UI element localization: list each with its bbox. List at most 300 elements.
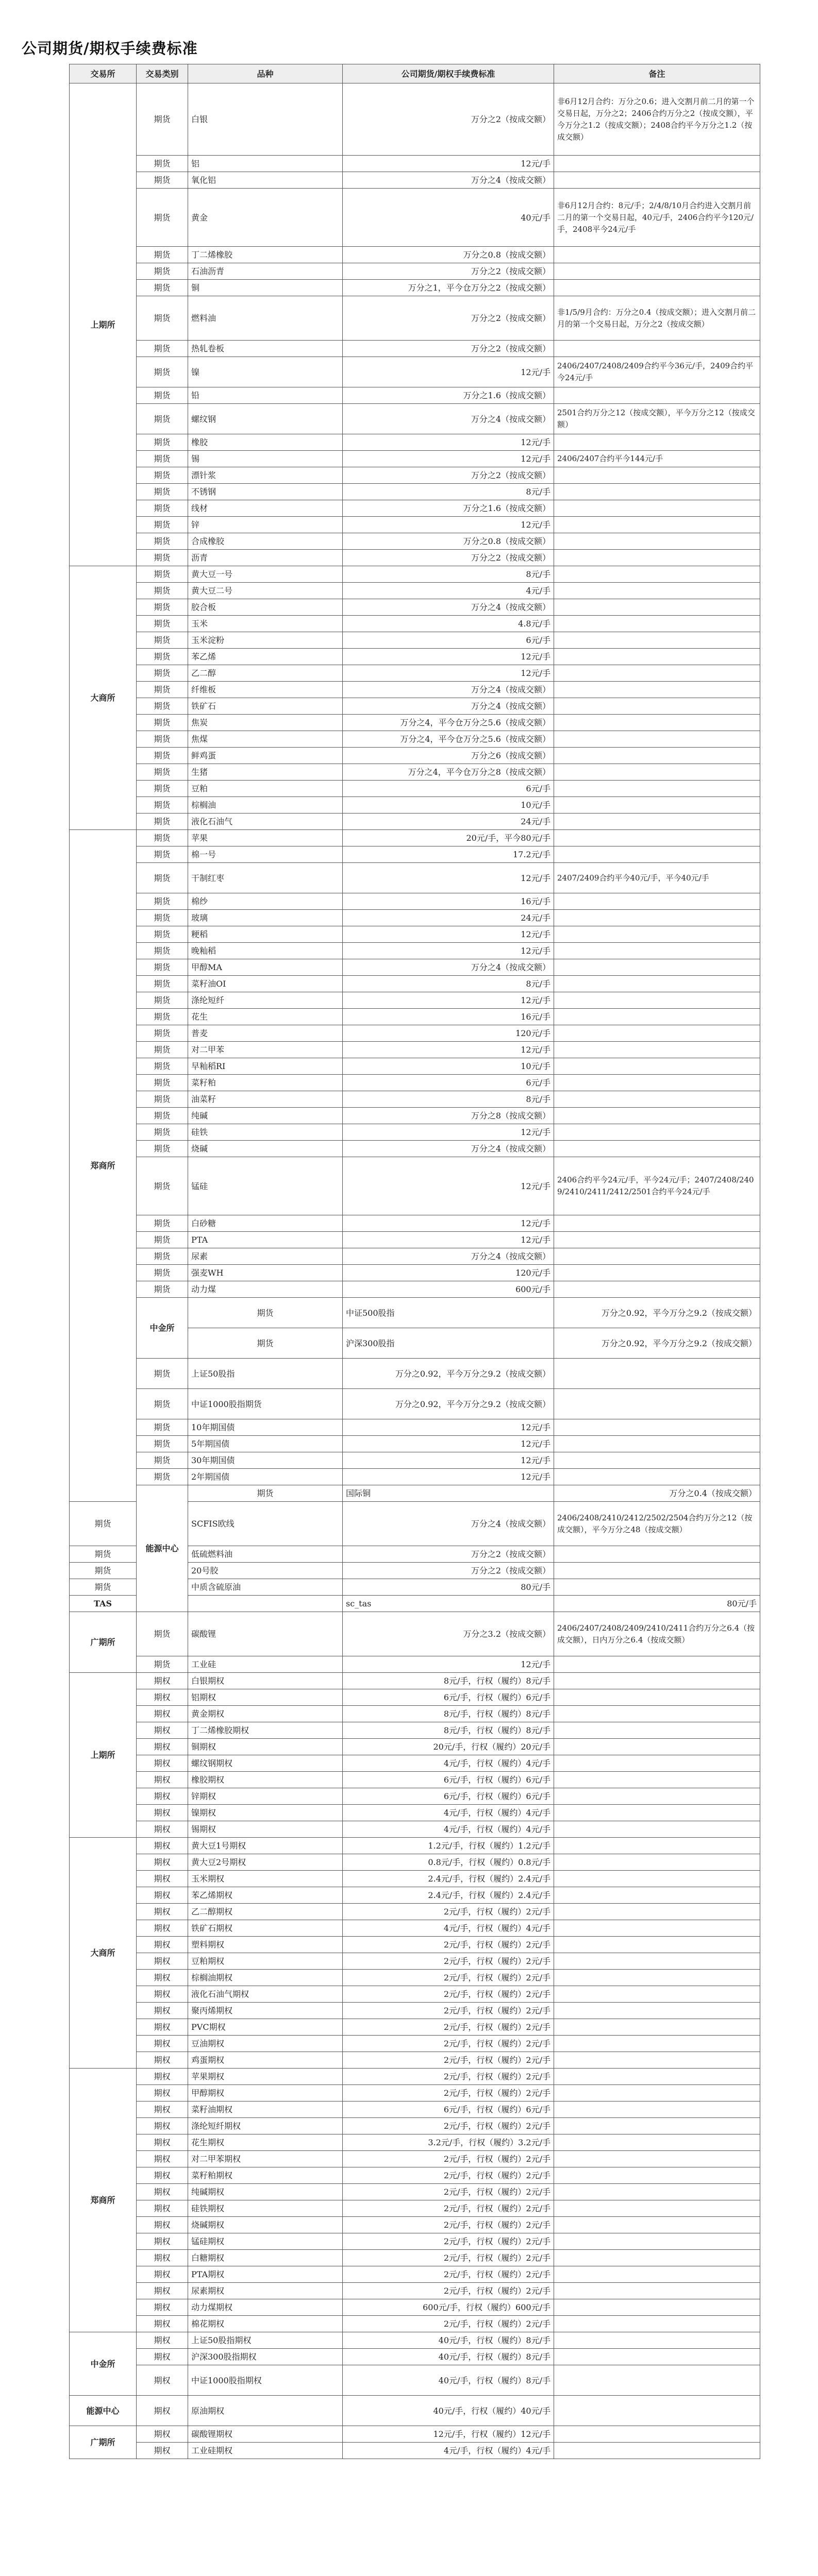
- cell-remark: [554, 1722, 760, 1739]
- cell-product: 30年期国债: [188, 1452, 343, 1469]
- cell-product: 乙二醇期权: [188, 1904, 343, 1920]
- cell-remark: [554, 533, 760, 550]
- cell-remark: [554, 846, 760, 863]
- cell-fee-standard: 万分之3.2（按成交额）: [343, 1612, 554, 1656]
- cell-remark: 非6月12月合约：万分之0.6；进入交割月前二月的第一个交易日起，万分之2；2406合约万分之2（按成交额），平今万分之1.2（按成交额）；2408合约平今万分之1.2（按成交额）: [554, 83, 760, 156]
- cell-fee-standard: 600元/手，行权（履约）600元/手: [343, 2299, 554, 2316]
- cell-fee-standard: 2元/手，行权（履约）2元/手: [343, 2019, 554, 2036]
- cell-trade-type: 期货: [137, 533, 188, 550]
- cell-remark: 非6月12月合约：8元/手；2/4/8/10月合约进入交割月前二月的第一个交易日起，40元/手，2406合约平今120元/手，2408平今24元/手: [554, 189, 760, 247]
- table-row: [70, 1389, 760, 1419]
- cell-fee-standard: 12元/手，行权（履约）12元/手: [343, 2426, 554, 2443]
- table-row: [70, 1920, 760, 1937]
- cell-trade-type: 期货: [137, 296, 188, 341]
- cell-exchange: 广期所: [70, 1612, 137, 1673]
- cell-product: 纯碱期权: [188, 2184, 343, 2200]
- cell-remark: [554, 2332, 760, 2349]
- cell-exchange: 大商所: [70, 566, 137, 830]
- cell-trade-type: 期货: [137, 189, 188, 247]
- cell-product: 白糖期权: [188, 2250, 343, 2266]
- table-row: [70, 1419, 760, 1436]
- cell-fee-standard: 40元/手，行权（履约）8元/手: [343, 2349, 554, 2365]
- cell-remark: [554, 172, 760, 189]
- cell-fee-standard: 6元/手: [343, 781, 554, 797]
- cell-trade-type: 期货: [137, 280, 188, 296]
- cell-remark: [554, 1359, 760, 1389]
- cell-trade-type: 期权: [137, 1838, 188, 1854]
- cell-fee-standard: 万分之2（按成交额）: [343, 83, 554, 156]
- table-row: [70, 926, 760, 943]
- cell-trade-type: 期权: [137, 1970, 188, 1986]
- cell-trade-type: 期货: [137, 1452, 188, 1469]
- cell-product: 橡胶期权: [188, 1772, 343, 1788]
- table-row: [70, 1298, 760, 1328]
- cell-fee-standard: 6元/手，行权（履约）6元/手: [343, 1788, 554, 1805]
- cell-fee-standard: 万分之4（按成交额）: [343, 1502, 554, 1546]
- cell-remark: [554, 910, 760, 926]
- cell-product: 干制红枣: [188, 863, 343, 893]
- cell-remark: [554, 1986, 760, 2003]
- cell-trade-type: 期货: [70, 1579, 137, 1596]
- cell-remark: [554, 500, 760, 517]
- table-row: [70, 959, 760, 976]
- cell-remark: [554, 2250, 760, 2266]
- cell-trade-type: 期权: [137, 2134, 188, 2151]
- cell-remark: [554, 2118, 760, 2134]
- cell-fee-standard: 1.2元/手，行权（履约）1.2元/手: [343, 1838, 554, 1854]
- cell-trade-type: 期权: [137, 2036, 188, 2052]
- table-row: [70, 2250, 760, 2266]
- cell-trade-type: 期权: [137, 2085, 188, 2102]
- cell-trade-type: 期货: [137, 992, 188, 1009]
- table-row: [70, 781, 760, 797]
- cell-remark: [554, 263, 760, 280]
- cell-fee-standard: 12元/手: [343, 926, 554, 943]
- cell-fee-standard: 2元/手，行权（履约）2元/手: [343, 1986, 554, 2003]
- cell-exchange: 郑商所: [70, 2069, 137, 2332]
- cell-fee-standard: 2元/手，行权（履约）2元/手: [343, 2151, 554, 2167]
- cell-fee-standard: 万分之4，平今仓万分之5.6（按成交额）: [343, 731, 554, 748]
- table-row: [70, 2299, 760, 2316]
- table-row: [70, 682, 760, 698]
- cell-trade-type: 期货: [137, 1058, 188, 1075]
- cell-fee-standard: 2元/手，行权（履约）2元/手: [343, 1937, 554, 1953]
- table-row: [70, 2349, 760, 2365]
- cell-trade-type: 期货: [137, 1656, 188, 1673]
- cell-trade-type: 期货: [137, 1359, 188, 1389]
- cell-fee-standard: 120元/手: [343, 1265, 554, 1281]
- table-row: [70, 1887, 760, 1904]
- table-row: [70, 1953, 760, 1970]
- table-row: [70, 2332, 760, 2349]
- table-row: [70, 1124, 760, 1141]
- cell-product: 丁二烯橡胶期权: [188, 1722, 343, 1739]
- cell-remark: [554, 1887, 760, 1904]
- table-row: [70, 404, 760, 434]
- cell-trade-type: 期权: [137, 1821, 188, 1838]
- header-exchange: 交易所: [70, 64, 137, 83]
- cell-trade-type: 期货: [137, 341, 188, 357]
- table-row: [70, 1009, 760, 1025]
- cell-trade-type: 期货: [137, 566, 188, 583]
- table-row: [70, 484, 760, 500]
- cell-trade-type: 期货: [137, 517, 188, 533]
- table-row: [70, 2316, 760, 2332]
- cell-product: 棕榈油: [188, 797, 343, 814]
- cell-trade-type: 期权: [137, 2332, 188, 2349]
- cell-fee-standard: 万分之0.92，平今万分之9.2（按成交额）: [554, 1298, 760, 1328]
- cell-fee-standard: 2元/手，行权（履约）2元/手: [343, 1970, 554, 1986]
- cell-trade-type: 期货: [137, 451, 188, 467]
- table-row: [70, 1937, 760, 1953]
- cell-fee-standard: 12元/手: [343, 1469, 554, 1485]
- cell-fee-standard: 万分之4，平今仓万分之8（按成交额）: [343, 764, 554, 781]
- cell-product: 玉米淀粉: [188, 632, 343, 649]
- cell-product: 油菜籽: [188, 1091, 343, 1108]
- table-row: [70, 2167, 760, 2184]
- cell-product: 菜籽油期权: [188, 2102, 343, 2118]
- table-row: [70, 2217, 760, 2233]
- cell-exchange: 上期所: [70, 83, 137, 566]
- cell-product: 尿素: [188, 1248, 343, 1265]
- cell-product: 苹果期权: [188, 2069, 343, 2085]
- table-row: [70, 341, 760, 357]
- cell-fee-standard: 12元/手: [343, 992, 554, 1009]
- cell-fee-standard: 万分之2（按成交额）: [343, 1546, 554, 1563]
- cell-trade-type: 期权: [137, 1953, 188, 1970]
- cell-trade-type: 期权: [137, 1689, 188, 1706]
- cell-trade-type: 期货: [137, 404, 188, 434]
- cell-fee-standard: 12元/手: [343, 1232, 554, 1248]
- cell-fee-standard: 4元/手，行权（履约）4元/手: [343, 1920, 554, 1937]
- cell-remark: [554, 1656, 760, 1673]
- cell-trade-type: 期货: [137, 781, 188, 797]
- cell-trade-type: 期货: [137, 156, 188, 172]
- table-row: [70, 698, 760, 715]
- cell-product: 黄金期权: [188, 1706, 343, 1722]
- cell-remark: [554, 976, 760, 992]
- cell-fee-standard: 万分之4（按成交额）: [343, 599, 554, 616]
- cell-trade-type: 期货: [137, 1042, 188, 1058]
- cell-product: 锌期权: [188, 1788, 343, 1805]
- cell-product: 铁矿石: [188, 698, 343, 715]
- cell-fee-standard: 12元/手: [343, 1436, 554, 1452]
- cell-fee-standard: 10元/手: [343, 797, 554, 814]
- cell-fee-standard: 12元/手: [343, 156, 554, 172]
- cell-remark: [554, 599, 760, 616]
- cell-fee-standard: 万分之0.92，平今万分之9.2（按成交额）: [554, 1328, 760, 1359]
- cell-remark: [554, 1232, 760, 1248]
- cell-trade-type: 期货: [137, 500, 188, 517]
- cell-trade-type: 期货: [137, 632, 188, 649]
- cell-trade-type: 期货: [137, 665, 188, 682]
- cell-remark: [554, 387, 760, 404]
- cell-fee-standard: 万分之4（按成交额）: [343, 404, 554, 434]
- cell-trade-type: 期货: [137, 1469, 188, 1485]
- cell-fee-standard: 2元/手，行权（履约）2元/手: [343, 2003, 554, 2019]
- table-row: [70, 1025, 760, 1042]
- table-row: [70, 1141, 760, 1157]
- table-row: [70, 992, 760, 1009]
- cell-trade-type: 期货: [188, 1328, 343, 1359]
- cell-trade-type: 期货: [137, 1419, 188, 1436]
- cell-remark: [554, 926, 760, 943]
- cell-fee-standard: 12元/手: [343, 1157, 554, 1215]
- cell-trade-type: 期货: [137, 943, 188, 959]
- cell-product: 晚籼稻: [188, 943, 343, 959]
- cell-product: 原油期权: [188, 2396, 343, 2426]
- cell-fee-standard: 17.2元/手: [343, 846, 554, 863]
- table-row: [70, 1265, 760, 1281]
- cell-product: PTA期权: [188, 2266, 343, 2283]
- cell-remark: [554, 1953, 760, 1970]
- cell-fee-standard: 8元/手，行权（履约）8元/手: [343, 1706, 554, 1722]
- cell-trade-type: 期货: [137, 484, 188, 500]
- cell-fee-standard: 万分之1.6（按成交额）: [343, 500, 554, 517]
- table-row: [70, 1042, 760, 1058]
- cell-trade-type: 期权: [137, 2003, 188, 2019]
- cell-product: 对二甲苯期权: [188, 2151, 343, 2167]
- cell-trade-type: 期货: [137, 976, 188, 992]
- cell-product: SCFIS欧线: [188, 1502, 343, 1546]
- cell-remark: [554, 2426, 760, 2443]
- cell-remark: [554, 682, 760, 698]
- cell-exchange: 大商所: [70, 1838, 137, 2069]
- table-row: [70, 830, 760, 846]
- cell-fee-standard: 万分之2（按成交额）: [343, 263, 554, 280]
- cell-product: 棉花期权: [188, 2316, 343, 2332]
- table-row: [70, 1091, 760, 1108]
- cell-fee-standard: 24元/手: [343, 910, 554, 926]
- cell-remark: [554, 1970, 760, 1986]
- cell-fee-standard: 12元/手: [343, 1124, 554, 1141]
- cell-remark: [554, 2299, 760, 2316]
- cell-product: 甲醇MA: [188, 959, 343, 976]
- table-row: [70, 451, 760, 467]
- cell-trade-type: 期权: [137, 1805, 188, 1821]
- cell-remark: [554, 2349, 760, 2365]
- cell-remark: [554, 1075, 760, 1091]
- cell-fee-standard: 万分之2（按成交额）: [343, 296, 554, 341]
- table-row: [70, 1436, 760, 1452]
- cell-remark: [554, 2085, 760, 2102]
- cell-product: 液化石油气期权: [188, 1986, 343, 2003]
- cell-fee-standard: 12元/手: [343, 517, 554, 533]
- cell-product: 强麦WH: [188, 1265, 343, 1281]
- cell-remark: [554, 1673, 760, 1689]
- cell-product: 对二甲苯: [188, 1042, 343, 1058]
- table-row: [70, 1058, 760, 1075]
- header-product: 品种: [188, 64, 343, 83]
- cell-product: 合成橡胶: [188, 533, 343, 550]
- cell-trade-type: 期货: [137, 959, 188, 976]
- cell-fee-standard: 12元/手: [343, 357, 554, 387]
- cell-trade-type: 期货: [137, 926, 188, 943]
- cell-remark: [554, 1579, 760, 1596]
- cell-fee-standard: 万分之4，平今仓万分之5.6（按成交额）: [343, 715, 554, 731]
- cell-product: 动力煤: [188, 1281, 343, 1298]
- table-row: [70, 1970, 760, 1986]
- cell-trade-type: 期权: [137, 2052, 188, 2069]
- cell-fee-standard: 24元/手: [343, 814, 554, 830]
- cell-trade-type: 期权: [137, 1854, 188, 1871]
- cell-product: 铁矿石期权: [188, 1920, 343, 1937]
- cell-product: 棉纱: [188, 893, 343, 910]
- cell-remark: 非1/5/9月合约：万分之0.4（按成交额）；进入交割月前二月的第一个交易日起，万分之2（按成交额）: [554, 296, 760, 341]
- cell-product: 丁二烯橡胶: [188, 247, 343, 263]
- cell-trade-type: 期货: [137, 387, 188, 404]
- cell-trade-type: 期货: [137, 616, 188, 632]
- header-trade-type: 交易类别: [137, 64, 188, 83]
- table-row: [70, 387, 760, 404]
- cell-remark: [554, 2283, 760, 2299]
- cell-fee-standard: 万分之1，平今仓万分之2（按成交额）: [343, 280, 554, 296]
- cell-product: 20号胶: [188, 1563, 343, 1579]
- cell-fee-standard: 16元/手: [343, 1009, 554, 1025]
- cell-fee-standard: 万分之2（按成交额）: [343, 341, 554, 357]
- cell-product: 早籼稻RI: [188, 1058, 343, 1075]
- cell-trade-type: 期权: [137, 2250, 188, 2266]
- cell-fee-standard: 12元/手: [343, 943, 554, 959]
- cell-fee-standard: 万分之0.4（按成交额）: [554, 1485, 760, 1502]
- table-row: [70, 1854, 760, 1871]
- cell-trade-type: 期货: [137, 1612, 188, 1656]
- cell-remark: [554, 1419, 760, 1436]
- cell-remark: [554, 830, 760, 846]
- cell-trade-type: 期权: [137, 2299, 188, 2316]
- table-row: [70, 1485, 760, 1502]
- table-row: [70, 649, 760, 665]
- cell-remark: [554, 1281, 760, 1298]
- cell-trade-type: 期货: [137, 649, 188, 665]
- cell-fee-standard: 12元/手: [343, 1419, 554, 1436]
- cell-exchange: 能源中心: [137, 1485, 188, 1612]
- cell-product: 镍: [188, 357, 343, 387]
- cell-trade-type: 期权: [137, 1904, 188, 1920]
- table-row: [70, 1157, 760, 1215]
- cell-remark: [554, 484, 760, 500]
- cell-fee-standard: 80元/手: [554, 1596, 760, 1612]
- cell-remark: [554, 1108, 760, 1124]
- cell-remark: [554, 550, 760, 566]
- cell-trade-type: 期权: [137, 1739, 188, 1755]
- table-row: [70, 83, 760, 156]
- cell-remark: [554, 1469, 760, 1485]
- cell-trade-type: 期权: [137, 1755, 188, 1772]
- table-header-row: [70, 64, 760, 83]
- cell-fee-standard: 12元/手: [343, 665, 554, 682]
- cell-trade-type: 期权: [137, 2217, 188, 2233]
- cell-product: 燃料油: [188, 296, 343, 341]
- cell-remark: [554, 156, 760, 172]
- cell-product: 5年期国债: [188, 1436, 343, 1452]
- cell-fee-standard: 万分之4（按成交额）: [343, 959, 554, 976]
- cell-trade-type: 期货: [137, 863, 188, 893]
- table-row: [70, 632, 760, 649]
- cell-trade-type: 期货: [137, 599, 188, 616]
- cell-trade-type: 期货: [137, 748, 188, 764]
- cell-fee-standard: 8元/手: [343, 976, 554, 992]
- cell-remark: [554, 2019, 760, 2036]
- table-row: [70, 172, 760, 189]
- table-row: [70, 731, 760, 748]
- table-row: [70, 1469, 760, 1485]
- table-row: [70, 1689, 760, 1706]
- cell-product: PTA: [188, 1232, 343, 1248]
- cell-trade-type: 期货: [137, 698, 188, 715]
- cell-product: 铝期权: [188, 1689, 343, 1706]
- cell-product: 黄大豆二号: [188, 583, 343, 599]
- cell-trade-type: 期货: [137, 1157, 188, 1215]
- cell-trade-type: 期货: [137, 83, 188, 156]
- cell-trade-type: 期货: [137, 1265, 188, 1281]
- cell-product: 中证1000股指期货: [188, 1389, 343, 1419]
- cell-product: 线材: [188, 500, 343, 517]
- table-row: [70, 1788, 760, 1805]
- cell-product: 生猪: [188, 764, 343, 781]
- cell-trade-type: 期货: [137, 1281, 188, 1298]
- cell-trade-type: 期货: [137, 1108, 188, 1124]
- cell-product: 2年期国债: [188, 1469, 343, 1485]
- cell-remark: [554, 247, 760, 263]
- cell-fee-standard: 6元/手，行权（履约）6元/手: [343, 1772, 554, 1788]
- cell-product: 白银期权: [188, 1673, 343, 1689]
- cell-product: 铜期权: [188, 1739, 343, 1755]
- cell-fee-standard: 万分之2（按成交额）: [343, 467, 554, 484]
- cell-fee-standard: 2元/手，行权（履约）2元/手: [343, 2217, 554, 2233]
- cell-product: 烧碱: [188, 1141, 343, 1157]
- cell-remark: [554, 2316, 760, 2332]
- cell-remark: [554, 517, 760, 533]
- cell-fee-standard: 40元/手，行权（履约）8元/手: [343, 2365, 554, 2396]
- cell-exchange: 广期所: [70, 2426, 137, 2459]
- cell-product: 锰硅期权: [188, 2233, 343, 2250]
- cell-product: 苹果: [188, 830, 343, 846]
- cell-trade-type: 期货: [137, 910, 188, 926]
- cell-fee-standard: 6元/手: [343, 632, 554, 649]
- cell-product: 上证50股指期权: [188, 2332, 343, 2349]
- cell-remark: [554, 1838, 760, 1854]
- table-row: [70, 797, 760, 814]
- cell-remark: 2406合约平今24元/手，平今24元/手；2407/2408/2409/2410/2411/2412/2501合约平今24元/手: [554, 1157, 760, 1215]
- header-remark: 备注: [554, 64, 760, 83]
- cell-product: 豆油期权: [188, 2036, 343, 2052]
- table-row: [70, 863, 760, 893]
- cell-remark: [554, 764, 760, 781]
- table-row: [70, 2036, 760, 2052]
- cell-trade-type: 期权: [137, 2102, 188, 2118]
- cell-product: 铜: [188, 280, 343, 296]
- cell-product: 漂针浆: [188, 467, 343, 484]
- cell-trade-type: 期货: [137, 583, 188, 599]
- cell-remark: [554, 2102, 760, 2118]
- cell-fee-standard: 12元/手: [343, 1215, 554, 1232]
- cell-remark: [554, 1546, 760, 1563]
- cell-remark: [554, 1904, 760, 1920]
- table-row: [70, 893, 760, 910]
- cell-trade-type: 期货: [137, 893, 188, 910]
- cell-product: 碳酸锂: [188, 1612, 343, 1656]
- table-row: [70, 2396, 760, 2426]
- cell-remark: [554, 893, 760, 910]
- cell-trade-type: 期货: [137, 1091, 188, 1108]
- cell-fee-standard: 万分之4（按成交额）: [343, 1141, 554, 1157]
- table-row: [70, 2052, 760, 2069]
- cell-product: 鲜鸡蛋: [188, 748, 343, 764]
- table-row: [70, 616, 760, 632]
- cell-remark: [554, 280, 760, 296]
- cell-trade-type: 期权: [137, 2200, 188, 2217]
